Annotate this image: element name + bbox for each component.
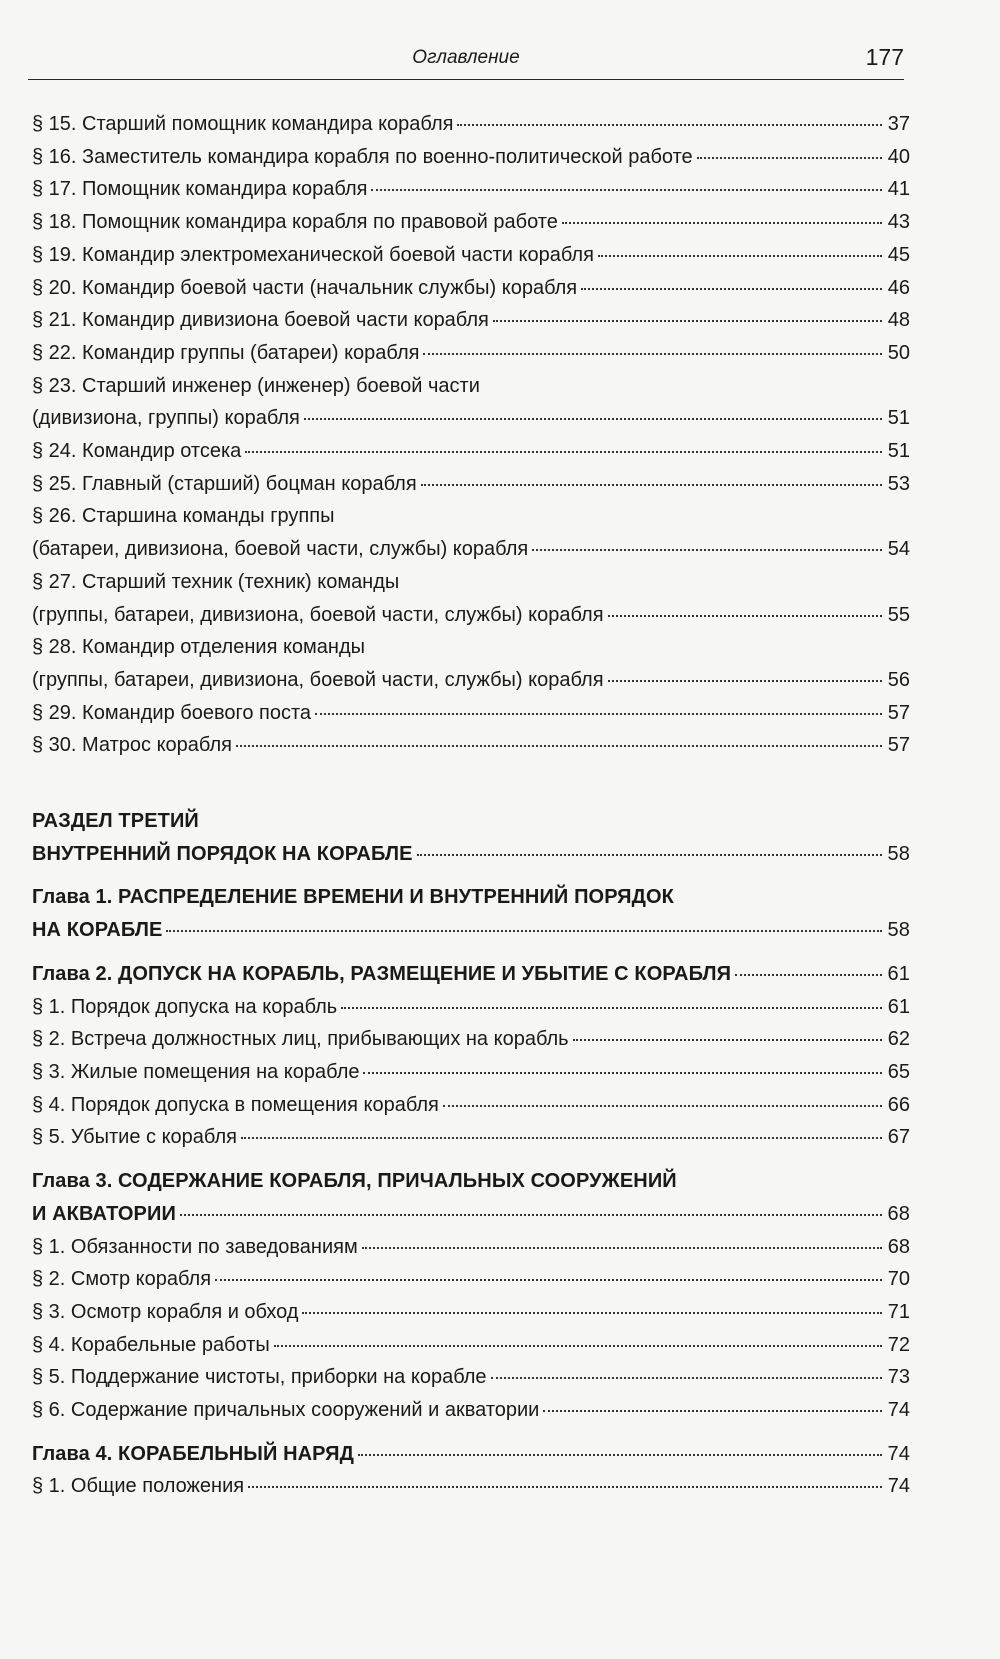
toc-entry[interactable]	[32, 239, 910, 272]
toc-entry-page: 61	[887, 995, 910, 1018]
dot-leader	[245, 451, 882, 453]
toc-entry[interactable]	[32, 304, 910, 337]
toc-entry[interactable]	[32, 141, 910, 174]
dot-leader	[241, 1137, 882, 1139]
dot-leader	[362, 1247, 882, 1249]
toc-entry-page: 58	[887, 919, 910, 942]
toc-entry[interactable]	[32, 1470, 910, 1503]
toc-entry-title: § 18. Помощник командира корабля по правовой работе	[32, 211, 558, 234]
dot-leader	[532, 549, 882, 551]
toc-entry[interactable]	[32, 631, 910, 696]
dot-leader	[315, 713, 882, 715]
toc-entry-page: 72	[887, 1333, 910, 1356]
toc-entry-title: § 25. Главный (старший) боцман корабля	[32, 472, 417, 495]
toc-entry-page: 37	[887, 113, 910, 135]
dot-leader	[423, 353, 882, 355]
toc-entry-title: § 20. Командир боевой части (начальник службы) корабля	[32, 276, 578, 299]
toc-entry-title: (дивизиона, группы) корабля	[32, 407, 300, 430]
dot-leader	[562, 222, 882, 224]
toc-entry-page: 55	[887, 603, 910, 626]
dot-leader	[493, 320, 882, 322]
toc-entry[interactable]	[32, 370, 910, 435]
toc-entry[interactable]	[32, 1329, 910, 1362]
toc-entry-title: § 3. Осмотр корабля и обход	[32, 1300, 299, 1323]
toc-entry-page: 56	[887, 668, 910, 691]
toc-entry[interactable]	[32, 173, 910, 206]
toc-entry-title: § 5. Поддержание чистоты, приборки на корабле	[32, 1366, 487, 1389]
toc-entry-page: 62	[887, 1028, 910, 1051]
toc-entry[interactable]	[32, 500, 910, 565]
toc-entry-page: 51	[887, 440, 910, 463]
spacer	[32, 762, 910, 805]
toc-entry[interactable]	[32, 566, 910, 631]
toc-entry-page: 58	[887, 842, 910, 865]
toc-entry-title: § 16. Заместитель командира корабля по военно-политической работе	[32, 145, 693, 168]
toc-entry-title-line1: § 26. Старшина команды группы	[32, 505, 335, 528]
toc-entry-page: 50	[887, 341, 910, 364]
toc-entry-page: 45	[887, 243, 910, 266]
dot-leader	[180, 1214, 882, 1216]
toc-entry-title: НА КОРАБЛЕ	[32, 919, 163, 942]
dot-leader	[735, 974, 882, 976]
toc-entry-title: § 21. Командир дивизиона боевой части корабля	[32, 309, 489, 332]
spacer	[32, 1427, 910, 1438]
dot-leader	[457, 124, 882, 126]
dot-leader	[341, 1007, 882, 1009]
spacer	[32, 1154, 910, 1165]
toc-entry[interactable]	[32, 1231, 910, 1264]
toc-entry[interactable]	[32, 108, 910, 141]
toc-entry[interactable]	[32, 1361, 910, 1394]
dot-leader	[371, 189, 882, 191]
spacer	[32, 870, 910, 881]
toc-entry-title: § 5. Убытие с корабля	[32, 1126, 237, 1149]
toc-entry-title: § 17. Помощник командира корабля	[32, 178, 368, 201]
header-title: Оглавление	[412, 47, 520, 68]
toc-entry-page: 46	[887, 276, 910, 299]
dot-leader	[598, 255, 882, 257]
header-page-number: 177	[865, 44, 904, 70]
dot-leader	[608, 680, 882, 682]
toc-entry-title: § 30. Матрос корабля	[32, 734, 232, 757]
toc-entry[interactable]	[32, 1296, 910, 1329]
dot-leader	[421, 484, 882, 486]
dot-leader	[166, 930, 882, 932]
toc-entry-page: 73	[887, 1366, 910, 1389]
toc-entry[interactable]	[32, 1263, 910, 1296]
toc-entry-title: § 6. Содержание причальных сооружений и акватории	[32, 1399, 540, 1422]
dot-leader	[236, 745, 882, 747]
dot-leader	[363, 1072, 882, 1074]
dot-leader	[358, 1454, 882, 1456]
toc-entry-title: § 2. Встреча должностных лиц, прибывающих на корабль	[32, 1028, 569, 1051]
toc-entry-page: 67	[887, 1126, 910, 1149]
dot-leader	[697, 157, 882, 159]
toc-entry-page: 48	[887, 309, 910, 332]
toc-entry-title: § 2. Смотр корабля	[32, 1268, 212, 1291]
dot-leader	[274, 1345, 882, 1347]
toc-entry-title: § 4. Корабельные работы	[32, 1333, 270, 1356]
toc-entry-page: 43	[887, 211, 910, 234]
toc-entry[interactable]	[32, 729, 910, 762]
toc-chapter-heading[interactable]	[32, 958, 910, 991]
toc-entry-title: § 1. Порядок допуска на корабль	[32, 995, 338, 1018]
toc-entry-title-line1: § 23. Старший инженер (инженер) боевой части	[32, 374, 480, 397]
dot-leader	[215, 1279, 882, 1281]
dot-leader	[302, 1312, 882, 1314]
dot-leader	[417, 854, 882, 856]
toc-entry-page: 65	[887, 1060, 910, 1083]
dot-leader	[443, 1105, 882, 1107]
dot-leader	[304, 418, 882, 420]
toc-entry-page: 68	[887, 1235, 910, 1258]
toc-entry[interactable]	[32, 697, 910, 730]
toc-entry[interactable]	[32, 991, 910, 1024]
toc-entry-title: И АКВАТОРИИ	[32, 1202, 176, 1225]
toc-entry-page: 61	[887, 962, 910, 985]
toc-entry-title: Глава 2. ДОПУСК НА КОРАБЛЬ, РАЗМЕЩЕНИЕ И УБЫТИЕ С КОРАБЛЯ	[32, 962, 732, 985]
toc-entry-title-line1: § 27. Старший техник (техник) команды	[32, 570, 400, 593]
toc-entry[interactable]	[32, 1056, 910, 1089]
header-divider	[28, 79, 904, 80]
toc-entry-title-line1: Глава 1. РАСПРЕДЕЛЕНИЕ ВРЕМЕНИ И ВНУТРЕННИЙ ПОРЯДОК	[32, 886, 674, 909]
dot-leader	[543, 1410, 882, 1412]
toc-entry[interactable]	[32, 468, 910, 501]
toc-entry-title: § 15. Старший помощник командира корабля	[32, 113, 454, 135]
toc-entry-title: § 29. Командир боевого поста	[32, 701, 312, 724]
toc-entry-page: 54	[887, 538, 910, 561]
toc-entry-title: § 1. Обязанности по заведованиям	[32, 1235, 358, 1258]
toc-entry-title: § 4. Порядок допуска в помещения корабля	[32, 1093, 439, 1116]
toc-entry-title: Глава 4. КОРАБЕЛЬНЫЙ НАРЯД	[32, 1442, 354, 1465]
toc-entry-page: 74	[887, 1399, 910, 1422]
toc-entry-title: (батареи, дивизиона, боевой части, службы) корабля	[32, 538, 529, 561]
toc-entry-title-line1: Глава 3. СОДЕРЖАНИЕ КОРАБЛЯ, ПРИЧАЛЬНЫХ СООРУЖЕНИЙ	[32, 1170, 677, 1193]
toc-entry[interactable]	[32, 435, 910, 468]
toc-entry[interactable]	[32, 1394, 910, 1427]
toc-entry-page: 40	[887, 145, 910, 168]
toc-entry-page: 74	[887, 1442, 910, 1465]
dot-leader	[581, 288, 882, 290]
toc-entry-title-line1: § 28. Командир отделения команды	[32, 636, 366, 659]
toc-entry[interactable]	[32, 1121, 910, 1154]
toc-section-heading[interactable]	[32, 805, 910, 870]
toc-entry-title: (группы, батареи, дивизиона, боевой части, службы) корабля	[32, 603, 604, 626]
toc-entry-title: § 19. Командир электромеханической боевой части корабля	[32, 243, 594, 266]
toc-entry-title: § 3. Жилые помещения на корабле	[32, 1060, 360, 1083]
toc-entry[interactable]	[32, 1089, 910, 1122]
toc-entry-page: 57	[887, 734, 910, 757]
toc-entry-page: 66	[887, 1093, 910, 1116]
toc-chapter-heading[interactable]	[32, 1165, 910, 1230]
toc-entry-page: 71	[887, 1300, 910, 1323]
toc-entry-title: § 22. Командир группы (батареи) корабля	[32, 341, 420, 364]
toc-entry-title: ВНУТРЕННИЙ ПОРЯДОК НА КОРАБЛЕ	[32, 842, 413, 865]
table-of-contents	[32, 108, 910, 1503]
toc-entry[interactable]	[32, 206, 910, 239]
spacer	[32, 947, 910, 958]
toc-entry[interactable]	[32, 337, 910, 370]
toc-chapter-heading[interactable]	[32, 1438, 910, 1471]
toc-entry[interactable]	[32, 272, 910, 305]
toc-entry-page: 68	[887, 1202, 910, 1225]
toc-entry-title: § 1. Общие положения	[32, 1475, 245, 1498]
toc-entry-page: 57	[887, 701, 910, 724]
toc-entry-page: 41	[887, 178, 910, 201]
toc-entry-title: (группы, батареи, дивизиона, боевой части, службы) корабля	[32, 668, 604, 691]
dot-leader	[491, 1377, 882, 1379]
dot-leader	[248, 1486, 882, 1488]
toc-entry-title: § 24. Командир отсека	[32, 440, 242, 463]
toc-entry-page: 74	[887, 1475, 910, 1498]
dot-leader	[608, 615, 882, 617]
toc-entry-page: 51	[887, 407, 910, 430]
running-header	[28, 46, 904, 80]
toc-chapter-heading[interactable]	[32, 881, 910, 946]
toc-entry-page: 53	[887, 472, 910, 495]
dot-leader	[573, 1039, 882, 1041]
toc-entry-title-line1: РАЗДЕЛ ТРЕТИЙ	[32, 810, 199, 833]
toc-entry-page: 70	[887, 1268, 910, 1291]
toc-entry[interactable]	[32, 1023, 910, 1056]
